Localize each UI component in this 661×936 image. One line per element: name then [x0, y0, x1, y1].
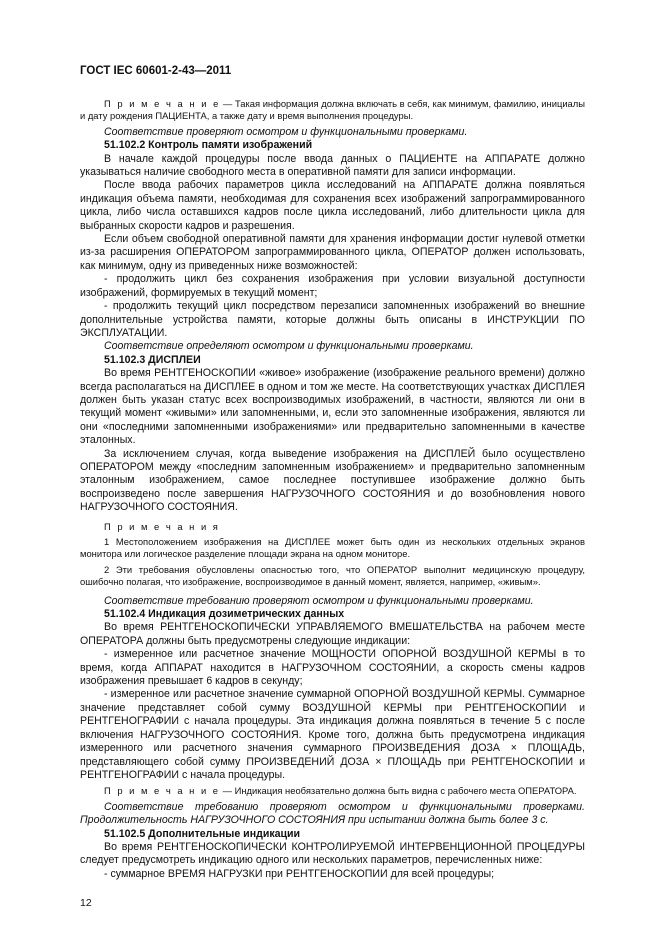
list-item: - измеренное или расчетное значение МОЩНОСТИ ОПОРНОЙ ВОЗДУШНОЙ КЕРМЫ в то время, когда АППАРАТ находится в НАГРУЗОЧНОМ СОСТОЯНИИ, а скорость смены кадров изображения превышает 6 кадров в секунду; [80, 648, 585, 688]
note-item: 2 Эти требования обусловлены опасностью того, что ОПЕРАТОР выполнит медицинскую процедуру, ошибочно полагая, что изображение, воспроизводимое в данный момент, является, например, «живым». [80, 563, 585, 588]
page-body [80, 95, 585, 881]
note-paragraph [80, 98, 585, 123]
section-heading: 51.102.5 Дополнительные индикации [104, 827, 301, 840]
section-heading: 51.102.3 ДИСПЛЕИ [104, 353, 201, 366]
note-text: — Индикация необязательно должна быть видна с рабочего места ОПЕРАТОРА. [220, 785, 577, 797]
document-header: ГОСТ IEC 60601-2-43—2011 [80, 65, 232, 77]
note-paragraph [80, 785, 585, 797]
list-item: - продолжить текущий цикл посредством перезаписи запомненных изображений во внешние дополнительные устройства памяти, которые должны быть описаны в ИНСТРУКЦИИ ПО ЭКСПЛУАТАЦИИ. [80, 300, 585, 339]
section-heading: 51.102.4 Индикация дозиметрических данных [104, 608, 345, 621]
body-paragraph: Во время РЕНТГЕНОСКОПИЧЕСКИ УПРАВЛЯЕМОГО ВМЕШАТЕЛЬСТВА на рабочем месте ОПЕРАТОРА должны быть предусмотрены следующие индикации: [80, 621, 585, 647]
body-paragraph: Во время РЕНТГЕНОСКОПИИ «живое» изображение (изображение реального времени) должно всегда располагаться на ДИСПЛЕЕ в одном и том же месте. На соответствующих участках ДИСПЛЕЯ должен быть указан статус всех воспроизводимых изображений, в частности, являются ли они в текущий момент «живыми» или запомненными, и, если это запомненные изображения, являются ли они «последними запомненными изображениями» или предварительно запомненными в качестве эталонных. [80, 367, 585, 447]
note-text: — Такая информация должна включать в себя, как минимум, фамилию, инициалы и дату рождения ПАЦИЕНТА, а также дату и время выполнения процедуры. [80, 98, 585, 122]
compliance-text: Соответствие требованию проверяют осмотром и функциональными проверками. [104, 594, 534, 607]
body-paragraph: После ввода рабочих параметров цикла исследований на АППАРАТЕ должна появляться индикация объема памяти, необходимая для сохранения всех изображений запрограммированного цикла, либо числа оставшихся кадров после цикла исследований, либо длительности цикла для выбранных скорости кадров и разрешения. [80, 179, 585, 232]
compliance-text: Соответствие требованию проверяют осмотром и функциональными проверками. Продолжительность НАГРУЗОЧНОГО СОСТОЯНИЯ при испытании должна быть более 3 с. [80, 800, 585, 827]
body-paragraph: Во время РЕНТГЕНОСКОПИЧЕСКИ КОНТРОЛИРУЕМОЙ ИНТЕРВЕНЦИОННОЙ ПРОЦЕДУРЫ следует предусмотреть индикацию одного или нескольких параметров, перечисленных ниже: [80, 840, 585, 867]
list-item: - продолжить цикл без сохранения изображения при условии визуальной доступности изображений, формируемых в текущий момент; [80, 273, 585, 299]
section-heading: 51.102.2 Контроль памяти изображений [104, 139, 313, 152]
list-item: - суммарное ВРЕМЯ НАГРУЗКИ при РЕНТГЕНОСКОПИИ для всей процедуры; [104, 867, 495, 880]
list-item: - измеренное или расчетное значение суммарной ОПОРНОЙ ВОЗДУШНОЙ КЕРМЫ. Суммарное значение представляет собой сумму ВОЗДУШНОЙ КЕРМЫ при РЕНТГЕНОСКОПИИ и РЕНТГЕНОГРАФИИ с начала процедуры. Эта индикация должна появляться в течение 5 с после включения НАГРУЗОЧНОГО СОСТОЯНИЯ. Кроме того, должна быть предусмотрена индикация измеренного или расчетного значения суммарного ПРОИЗВЕДЕНИЯ ДОЗА × ПЛОЩАДЬ, представляющего собой сумму ПРОИЗВЕДЕНИЙ ДОЗА × ПЛОЩАДЬ при РЕНТГЕНОСКОПИИ и РЕНТГЕНОГРАФИИ с начала процедуры. [80, 688, 585, 781]
compliance-text: Соответствие проверяют осмотром и функциональными проверками. [104, 125, 468, 138]
body-paragraph: В начале каждой процедуры после ввода данных о ПАЦИЕНТЕ на АППАРАТЕ должно указываться наличие свободного места в оперативной памяти для записи информации. [80, 152, 585, 179]
note-label: П р и м е ч а н и е [104, 785, 221, 797]
note-item: 1 Местоположением изображения на ДИСПЛЕЕ может быть один из нескольких отдельных экранов монитора или логическое разделение площади экрана на одном мониторе. [80, 536, 585, 560]
notes-label: П р и м е ч а н и я [104, 520, 220, 532]
body-paragraph: За исключением случая, когда выведение изображения на ДИСПЛЕЙ было осуществлено ОПЕРАТОРОМ между «последним запомненным изображением» и предварительно запомненным эталонным изображением, самое последнее поступившее изображение должно быть воспроизведено после завершения НАГРУЗОЧНОГО СОСТОЯНИЯ и до возобновления нового НАГРУЗОЧНОГО СОСТОЯНИЯ. [80, 447, 585, 514]
note-label: П р и м е ч а н и е [104, 98, 221, 109]
body-paragraph: Если объем свободной оперативной памяти для хранения информации достиг нулевой отметки из-за расширения ОПЕРАТОРОМ запрограммированного цикла, ОПЕРАТОР должен использовать, как минимум, одну из приведенных ниже возможностей: [80, 233, 585, 272]
compliance-text: Соответствие определяют осмотром и функциональными проверками. [104, 340, 474, 353]
page-number: 12 [80, 897, 92, 909]
